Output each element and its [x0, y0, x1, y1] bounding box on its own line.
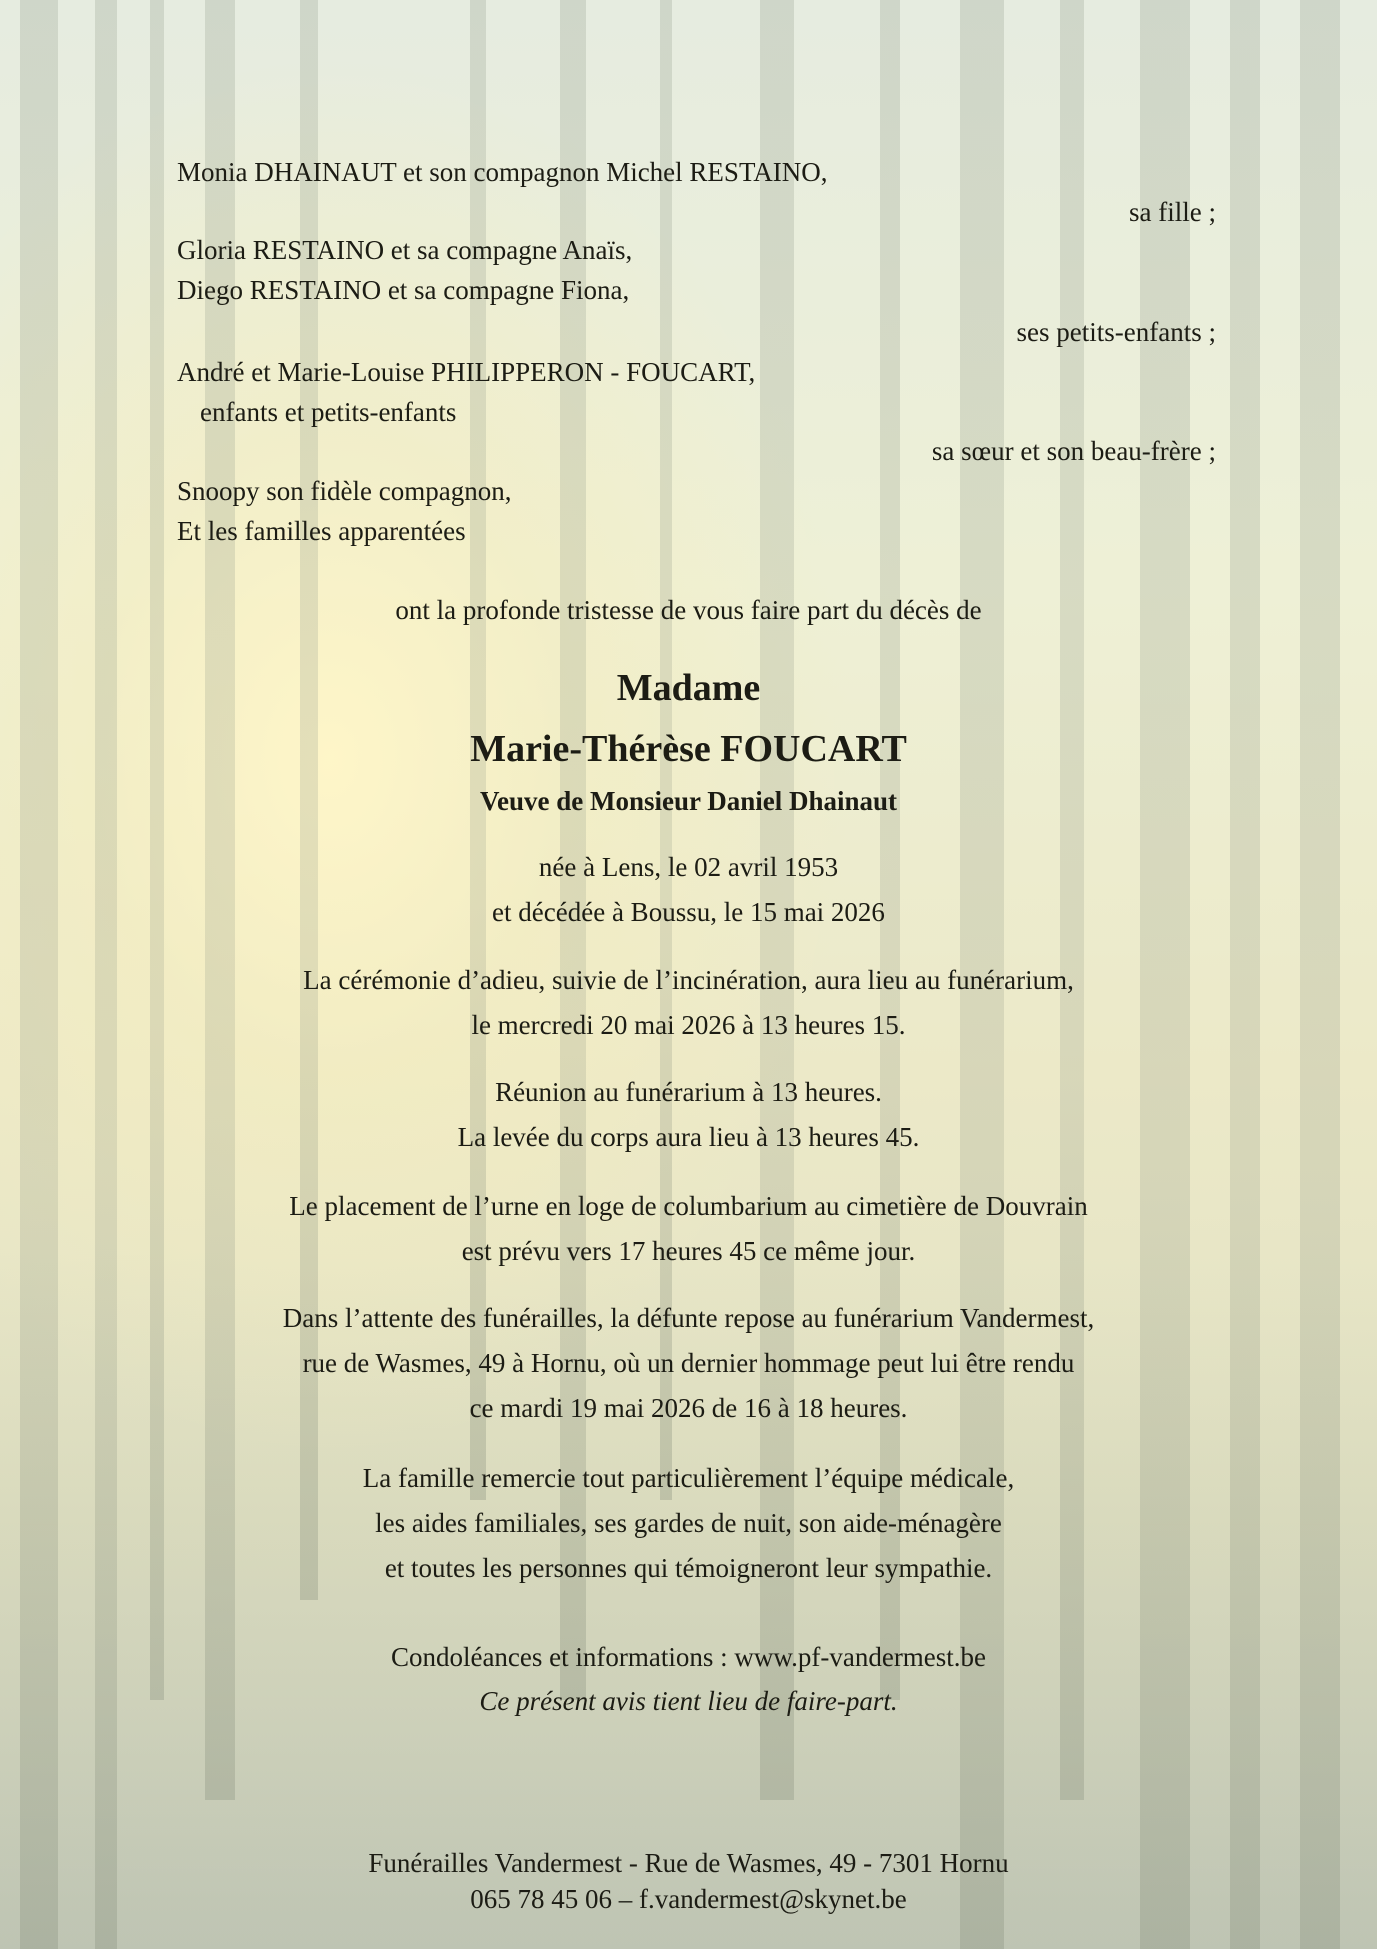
notice-disclaimer: Ce présent avis tient lieu de faire-part. — [479, 1686, 898, 1716]
condolences-link[interactable]: Condoléances et informations : www.pf-vandermest.be — [390, 1642, 987, 1672]
deceased-widow-of: Veuve de Monsieur Daniel Dhainaut — [479, 786, 898, 816]
family-line-companion: Snoopy son fidèle compagnon, — [177, 476, 512, 506]
urn-line-2: est prévu vers 17 heures 45 ce même jour. — [461, 1236, 916, 1266]
rest-line-1: Dans l’attente des funérailles, la défunte repose au funérarium Vandermest, — [282, 1303, 1095, 1333]
thanks-line-2: les aides familiales, ses gardes de nuit, son aide-ménagère — [375, 1508, 1002, 1538]
footer-contact: 065 78 45 06 – f.vandermest@skynet.be — [470, 1884, 907, 1914]
birth-info: née à Lens, le 02 avril 1953 — [538, 852, 839, 882]
family-line-relatives: Et les familles apparentées — [177, 516, 466, 546]
meeting-line-1: Réunion au funérarium à 13 heures. — [495, 1077, 882, 1107]
ceremony-line-1: La cérémonie d’adieu, suivie de l’incinération, aura lieu au funérarium, — [303, 965, 1074, 995]
rest-line-2: rue de Wasmes, 49 à Hornu, où un dernier hommage peut lui être rendu — [302, 1348, 1075, 1378]
family-line-daughter: Monia DHAINAUT et son compagnon Michel RESTAINO, — [177, 157, 828, 187]
family-line-grandchild-1: Gloria RESTAINO et sa compagne Anaïs, — [177, 235, 633, 265]
death-info: et décédée à Boussu, le 15 mai 2026 — [492, 897, 885, 927]
ceremony-line-2: le mercredi 20 mai 2026 à 13 heures 15. — [471, 1010, 906, 1040]
relation-grandchildren: ses petits-enfants ; — [1016, 317, 1216, 347]
deceased-name: Marie-Thérèse FOUCART — [470, 728, 907, 770]
family-line-sister: André et Marie-Louise PHILIPPERON - FOUCART, — [177, 357, 756, 387]
announcement-text: ont la profonde tristesse de vous faire part du décès de — [395, 595, 982, 625]
deceased-title: Madame — [616, 667, 761, 709]
thanks-line-1: La famille remercie tout particulièrement l’équipe médicale, — [362, 1463, 1015, 1493]
meeting-line-2: La levée du corps aura lieu à 13 heures 45. — [457, 1122, 920, 1152]
relation-sister: sa sœur et son beau-frère ; — [931, 436, 1216, 466]
family-line-grandchild-2: Diego RESTAINO et sa compagne Fiona, — [177, 275, 630, 305]
footer-address: Funérailles Vandermest - Rue de Wasmes, 49 - 7301 Hornu — [368, 1848, 1009, 1878]
relation-daughter: sa fille ; — [1129, 197, 1216, 227]
family-line-sister-children: enfants et petits-enfants — [200, 397, 457, 427]
rest-line-3: ce mardi 19 mai 2026 de 16 à 18 heures. — [469, 1393, 908, 1423]
thanks-line-3: et toutes les personnes qui témoigneront leur sympathie. — [384, 1553, 993, 1583]
urn-line-1: Le placement de l’urne en loge de columbarium au cimetière de Douvrain — [289, 1191, 1088, 1221]
